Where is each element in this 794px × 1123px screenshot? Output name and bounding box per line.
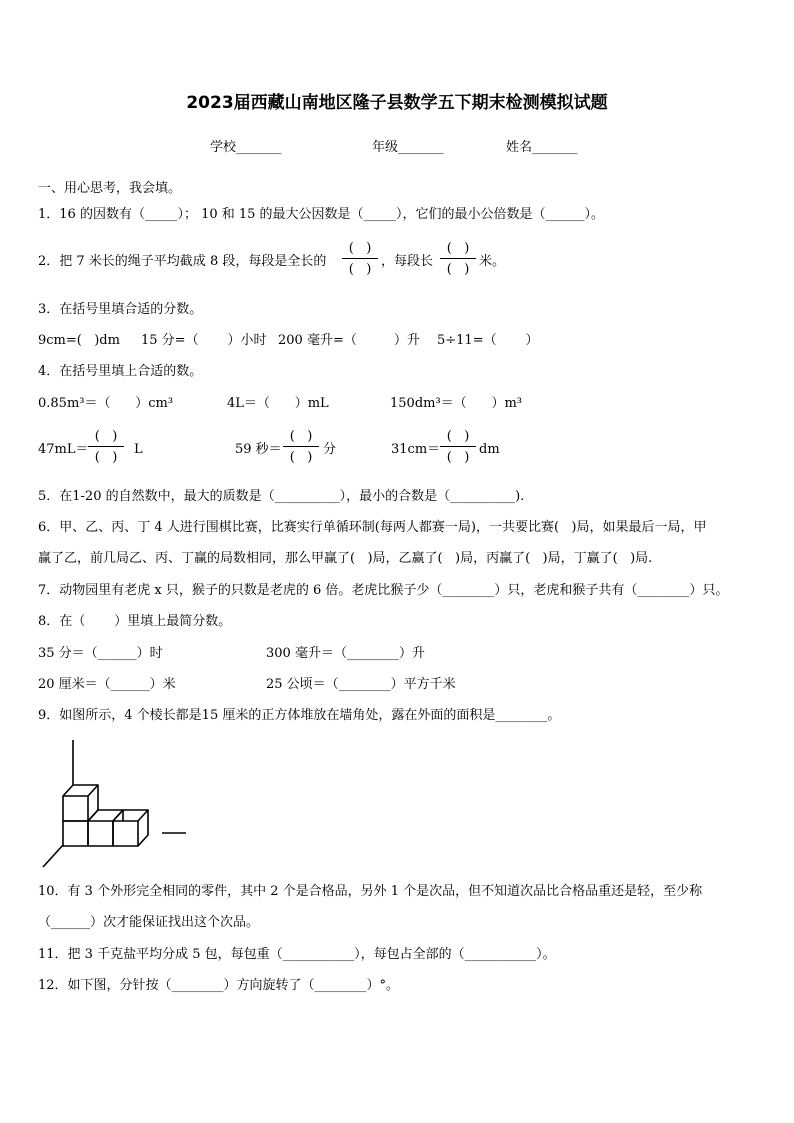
- question-3-item: 15 分=（ ）小时: [141, 333, 267, 348]
- fraction-denominator: ( ): [446, 262, 470, 277]
- question-3-item: 200 毫升=（ ）升: [278, 333, 421, 348]
- question-2-text-a: 2．把 7 米长的绳子平均截成 8 段，每段是全长的: [38, 254, 327, 269]
- fraction-blank: [440, 428, 476, 466]
- fraction-blank: [283, 428, 319, 466]
- question-4-unit: dm: [479, 442, 500, 457]
- question-11: 11．把 3 千克盐平均分成 5 包，每包重（___________），每包占全部的（___________）。: [38, 947, 556, 962]
- question-8-item: 300 毫升＝（________）升: [266, 646, 425, 661]
- school-field: 学校_______: [210, 140, 282, 155]
- question-4-item-left: 31cm＝: [391, 442, 441, 457]
- name-field: 姓名_______: [506, 140, 578, 155]
- question-3-stem: 3．在括号里填合适的分数。: [38, 302, 203, 317]
- cube: [88, 821, 113, 846]
- wall-axis-line: [43, 845, 63, 867]
- fraction-denominator: ( ): [348, 262, 372, 277]
- cube-stack-figure: [36, 735, 196, 871]
- fraction-bar: [283, 446, 319, 447]
- fraction-blank: [88, 428, 124, 466]
- question-4-unit: L: [134, 442, 143, 457]
- cube: [63, 821, 88, 846]
- question-8-item: 35 分＝（______）时: [38, 646, 163, 661]
- question-8-item: 25 公顷＝（________）平方千米: [266, 677, 456, 692]
- question-6-line-2: 赢了乙，前几局乙、丙、丁赢的局数相同，那么甲赢了( )局，乙赢了( )局，丙赢了( )局，丁赢了( )局.: [38, 551, 653, 566]
- question-2-text-c: 米。: [479, 254, 506, 269]
- question-1: 1．16 的因数有（_____）； 10 和 15 的最大公因数是（_____），它们的最小公倍数是（______）。: [38, 207, 605, 222]
- question-9: 9．如图所示，4 个棱长都是15 厘米的正方体堆放在墙角处，露在外面的面积是________。: [38, 708, 561, 723]
- fraction-numerator: ( ): [348, 241, 372, 256]
- question-8-stem: 8．在（ ）里填上最简分数。: [38, 614, 232, 629]
- question-4-item-left: 47mL＝: [38, 442, 89, 457]
- fraction-blank: [342, 240, 378, 278]
- page-title: 2023届西藏山南地区隆子县数学五下期末检测模拟试题: [186, 93, 608, 113]
- cube: [63, 796, 88, 821]
- question-2-text-b: ，每段长: [381, 254, 434, 269]
- question-4-item: 4L＝（ ）mL: [227, 396, 329, 411]
- question-3-item: 5÷11=（ ）: [437, 333, 539, 348]
- fraction-bar: [342, 258, 378, 259]
- fraction-bar: [440, 446, 476, 447]
- question-4-stem: 4．在括号里填上合适的数。: [38, 364, 203, 379]
- fraction-denominator: ( ): [94, 450, 118, 465]
- fraction-numerator: ( ): [289, 429, 313, 444]
- question-5: 5．在1-20 的自然数中，最大的质数是（__________），最小的合数是（__________).: [38, 489, 525, 504]
- question-8-item: 20 厘米＝（______）米: [38, 677, 176, 692]
- question-7: 7．动物园里有老虎 x 只，猴子的只数是老虎的 6 倍。老虎比猴子少（________）只，老虎和猴子共有（________）只。: [38, 583, 729, 598]
- question-6-line-1: 6．甲、乙、丙、丁 4 人进行围棋比赛，比赛实行单循环制(每两人都赛一局)，一共要比赛( )局，如果最后一局，甲: [38, 520, 707, 535]
- question-4-item-left: 59 秒＝: [235, 442, 282, 457]
- cube: [113, 821, 138, 846]
- fraction-numerator: ( ): [446, 241, 470, 256]
- question-4-item: 0.85m³＝（ ）cm³: [38, 396, 174, 411]
- question-10-line-1: 10．有 3 个外形完全相同的零件，其中 2 个是合格品，另外 1 个是次品，但不知道次品比合格品重还是轻，至少称: [38, 884, 703, 899]
- fraction-numerator: ( ): [446, 429, 470, 444]
- question-4-unit: 分: [323, 442, 337, 457]
- grade-field: 年级_______: [372, 140, 444, 155]
- fraction-blank: [440, 240, 476, 278]
- question-10-line-2: （______）次才能保证找出这个次品。: [38, 915, 260, 930]
- question-4-item: 150dm³＝（ ）m³: [390, 396, 523, 411]
- fraction-bar: [440, 258, 476, 259]
- fraction-bar: [88, 446, 124, 447]
- fraction-denominator: ( ): [446, 450, 470, 465]
- fraction-denominator: ( ): [289, 450, 313, 465]
- question-3-item: 9cm=( )dm: [38, 333, 120, 348]
- section-heading: 一、用心思考，我会填。: [38, 181, 182, 196]
- question-12: 12．如下图，分针按（________）方向旋转了（________）°。: [38, 978, 400, 993]
- fraction-numerator: ( ): [94, 429, 118, 444]
